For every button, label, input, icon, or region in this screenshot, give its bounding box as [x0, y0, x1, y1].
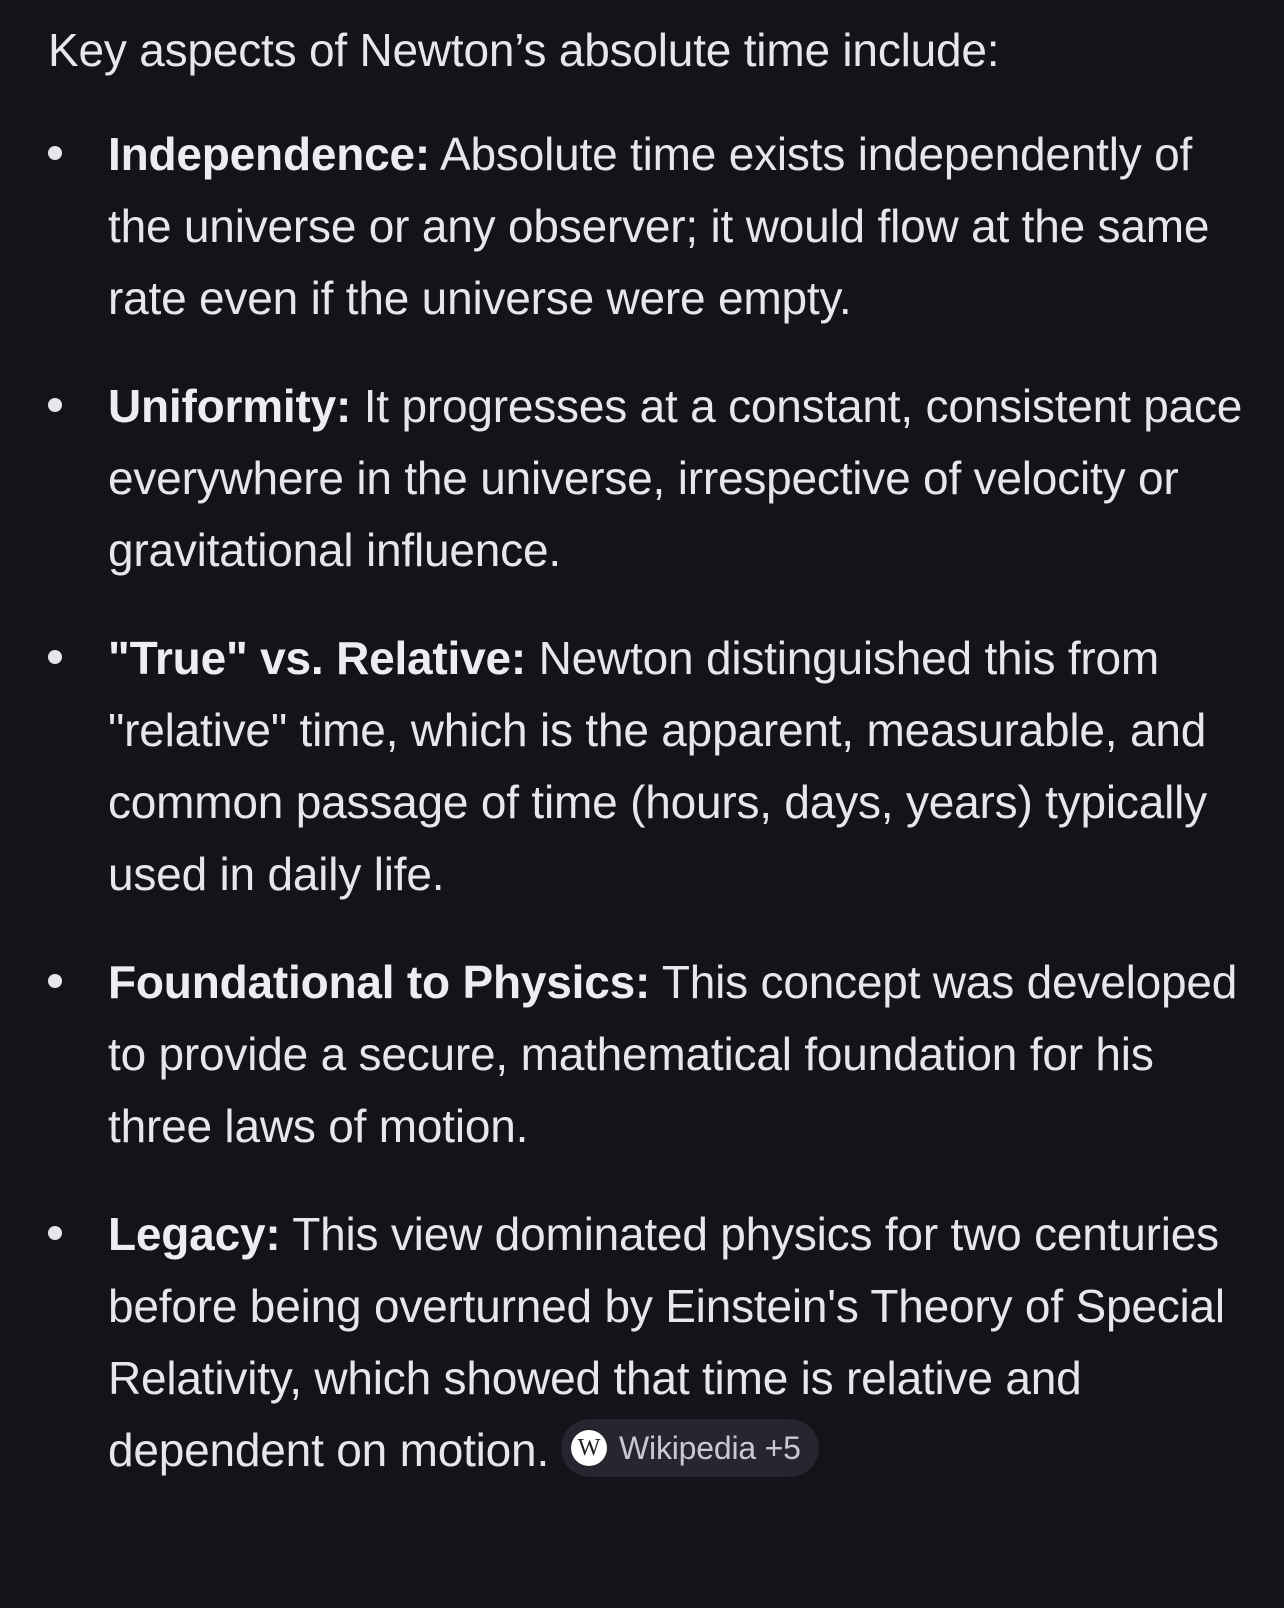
item-text: This concept was developed to provide a secure, mathematical foundation for his three laws of motion. [108, 956, 1238, 1152]
item-text: Absolute time exists independently of the universe or any observer; it would flow at the same rate even if the universe were empty. [108, 128, 1210, 324]
bullet-icon [48, 974, 62, 988]
intro-text: Key aspects of Newton’s absolute time include: [48, 24, 1000, 76]
item-term: Independence: [108, 128, 431, 180]
item-text: Newton distinguished this from "relative" time, which is the apparent, measurable, and common passage of time (hours, days, years) typically used in daily life. [108, 632, 1207, 900]
source-chip[interactable] [561, 1419, 819, 1477]
item-term: Uniformity: [108, 380, 352, 432]
list-item [48, 622, 1248, 910]
response-content [48, 14, 1248, 1522]
list-item [48, 1198, 1248, 1486]
item-text: This view dominated physics for two centuries before being overturned by Einstein's Theory of Special Relativity, which showed that time is relative and dependent on motion. [108, 1208, 1225, 1476]
key-aspects-list [48, 118, 1248, 1486]
list-item [48, 370, 1248, 586]
item-term: Legacy: [108, 1208, 281, 1260]
list-item [48, 118, 1248, 334]
wikipedia-icon: W [571, 1430, 607, 1466]
bullet-icon [48, 1226, 62, 1240]
item-term: Foundational to Physics: [108, 956, 651, 1008]
bullet-icon [48, 398, 62, 412]
bullet-icon [48, 146, 62, 160]
list-item [48, 946, 1248, 1162]
bullet-icon [48, 650, 62, 664]
source-chip-label: Wikipedia +5 [619, 1429, 801, 1466]
item-text: It progresses at a constant, consistent pace everywhere in the universe, irrespective of velocity or gravitational influence. [108, 380, 1243, 576]
item-term: "True" vs. Relative: [108, 632, 527, 684]
